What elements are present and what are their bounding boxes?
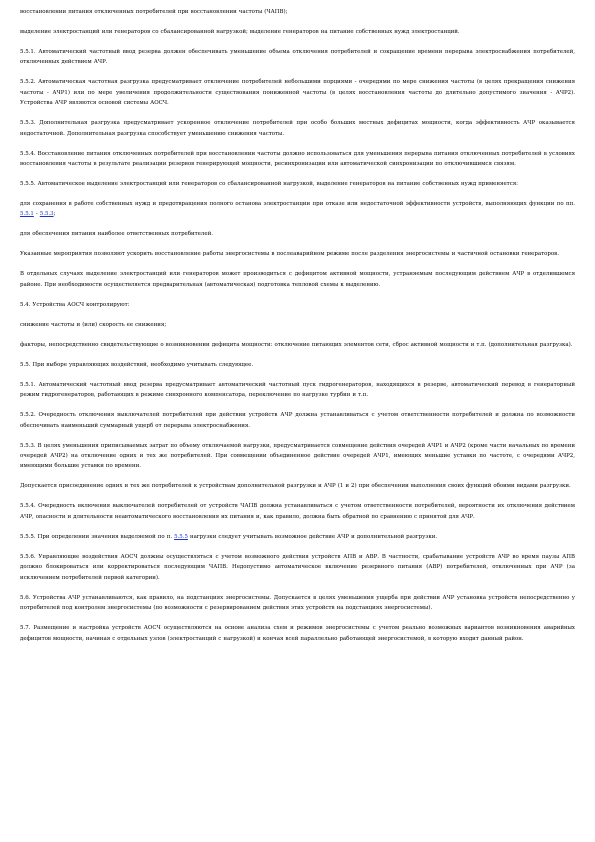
reference-link-5-5-5[interactable]: 5.5.5: [174, 533, 188, 540]
paragraph: восстановлении питания отключенных потребителей при восстановлении частоты (ЧАПВ);: [20, 9, 288, 15]
paragraph: факторы, непосредственно свидетельствующие о возникновении дефицита мощности: отключение питающих элементов сети, сброс активной мощности и т.п. (дополнительная разгрузка).: [20, 341, 573, 348]
paragraph: снижение частоты и (или) скорость ее снижения;: [20, 321, 167, 328]
link-separator: -: [33, 211, 40, 218]
paragraph: 5.5.3. Дополнительная разгрузка предусматривает ускоренное отключение потребителей при особо больших местных дефицитах мощности, когда эффективность АЧР оказывается недостаточной. Дополнительная разгрузка способствует уменьшению снижения частоты.: [20, 120, 575, 137]
section-heading-5-4: 5.4. Устройства АОСЧ контролируют:: [20, 301, 130, 308]
paragraph: 5.5.1. Автоматический частотный ввод резерва предусматривает автоматический частотный пуск гидрогенераторов, находящихся в резерве, автоматический перевод в генераторный режим гидрогенераторов, работающих в режиме синхронного компенсатора, переключение по нагрузке турбин и т.п.: [20, 381, 575, 399]
reference-link-5-5-3[interactable]: 5.5.3: [39, 211, 54, 218]
paragraph-tail: ;: [53, 211, 56, 218]
paragraph-tail: нагрузки следует учитывать возможное действие АЧР и дополнительной разгрузки.: [187, 533, 438, 540]
paragraph: В отдельных случаях выделение электростанций или генераторов может производиться с дефицитом активной мощности, устраняемым последующим действием АЧР в отделившемся районе. При необходимости осуществляется предварительная (автоматическая) подготовка тепловой схемы к выделению.: [20, 271, 575, 288]
paragraph: 5.7. Размещение и настройка устройств АОСЧ осуществляются на основе анализа схем и режимов энергосистемы с учетом реально возможных вариантов возникновения аварийных дефицитов мощности, начиная с отдельных узлов (электростанций с нагрузкой) и кончая всей параллельно работающей энергосистемой, в которую входит данный район.: [20, 625, 575, 642]
paragraph: 5.5.2. Автоматическая частотная разгрузка предусматривает отключение потребителей небольшими порциями - очередями по мере снижения частоты (в целях прекращения снижения частоты - АЧР1) или по мере увеличения продолжительности существования пониженной частоты (в целях восстановления частоты до длительно допустимого значения - АЧР2). Устройства АЧР являются основой системы АОСЧ.: [20, 79, 575, 107]
paragraph-with-link: [20, 532, 575, 542]
paragraph: 5.5.6. Управляющие воздействия АОСЧ должны осуществляться с учетом возможного действия устройств АПВ и АВР. В частности, срабатывание устройств АЧР во время паузы АПВ должно блокироваться или корректироваться последующим ЧАПВ. Недопустимо автоматическое включение резервного питания (АВР) потребителей, отключенных при АЧР (за исключением потребителей первой категории).: [20, 553, 575, 581]
reference-link-5-5-1[interactable]: 5.5.1: [20, 211, 34, 218]
paragraph: для обеспечения питания наиболее ответственных потребителей.: [20, 231, 213, 238]
paragraph: Допускается присоединение одних и тех же потребителей к устройствам дополнительной разгрузки и АЧР (1 и 2) при обеспечении выполнения своих функций обоими видами разгрузки.: [20, 483, 571, 490]
paragraph: 5.6. Устройства АЧР устанавливаются, как правило, на подстанциях энергосистемы. Допускается в целях уменьшения ущерба при действии АЧР установка устройств непосредственно у потребителей под контролем энергосистемы (по возможности с резервированием действия этих устройств на подстанциях энергосистемы).: [20, 594, 575, 612]
paragraph: Указанные мероприятия позволяют ускорить восстановление работы энергосистемы в послеаварийном режиме после разделения энергосистемы и частичной остановки генераторов.: [20, 251, 559, 258]
section-heading-5-5: 5.5. При выборе управляющих воздействий, необходимо учитывать следующее.: [20, 361, 254, 368]
paragraph: 5.5.3. В целях уменьшения приписываемых затрат по объему отключаемой нагрузки, предусматривается совмещение действия очередей АЧР1 и АЧР2 (кроме части начальных по времени очередей АЧР2) на отключение одних и тех же потребителей. При совмещении объединенное действие очередей АЧР1, имеющих меньшие уставки по частоте, с очередями АЧР2, имеющими большие уставки по времени.: [20, 442, 575, 470]
paragraph: 5.5.2. Очередность отключения выключателей потребителей при действии устройств АЧР должна устанавливаться с учетом ответственности потребителей и должна по возможности обеспечивать наименьший суммарный ущерб от перерыва электроснабжения.: [20, 412, 575, 429]
paragraph: 5.5.4. Очередность включения выключателей потребителей от устройств ЧАПВ должна устанавливаться с учетом ответственности потребителей, вероятности их отключения действием АЧР, опасности и длительности неавтоматического восстановления их питания и, как правило, должна быть обратной по сравнению с принятой для АЧР.: [20, 503, 575, 520]
paragraph: выделение электростанций или генераторов со сбалансированной нагрузкой; выделение генераторов на питание собственных нужд электростанций.: [20, 29, 460, 35]
paragraph-text: 5.5.5. При определении значения выделяемой по п.: [20, 533, 175, 540]
paragraph-text: для сохранения в работе собственных нужд и предотвращения полного останова электростанции при отказе или недостаточной эффективности устройств, выполняющих функции по пп.: [20, 201, 575, 208]
paragraph: 5.5.5. Автоматическое выделение электростанций или генераторов со сбалансированной нагрузкой, выделение генераторов на питание собственных нужд применяется:: [20, 181, 518, 188]
paragraph: 5.5.4. Восстановление питания отключенных потребителей при восстановлении частоты должно использоваться для уменьшения перерыва питания отключенных потребителей в условиях восстановления частоты в результате реализации резервов генерирующей мощности, ресинхронизации или автоматической синхронизации по отключившимся связям.: [20, 150, 575, 168]
paragraph-with-links: [20, 199, 575, 220]
paragraph: 5.5.1. Автоматический частотный ввод резерва должен обеспечивать уменьшение объема отключения потребителей и сокращение времени перерыва электроснабжения потребителей, отключенных действием АЧР.: [20, 49, 575, 66]
